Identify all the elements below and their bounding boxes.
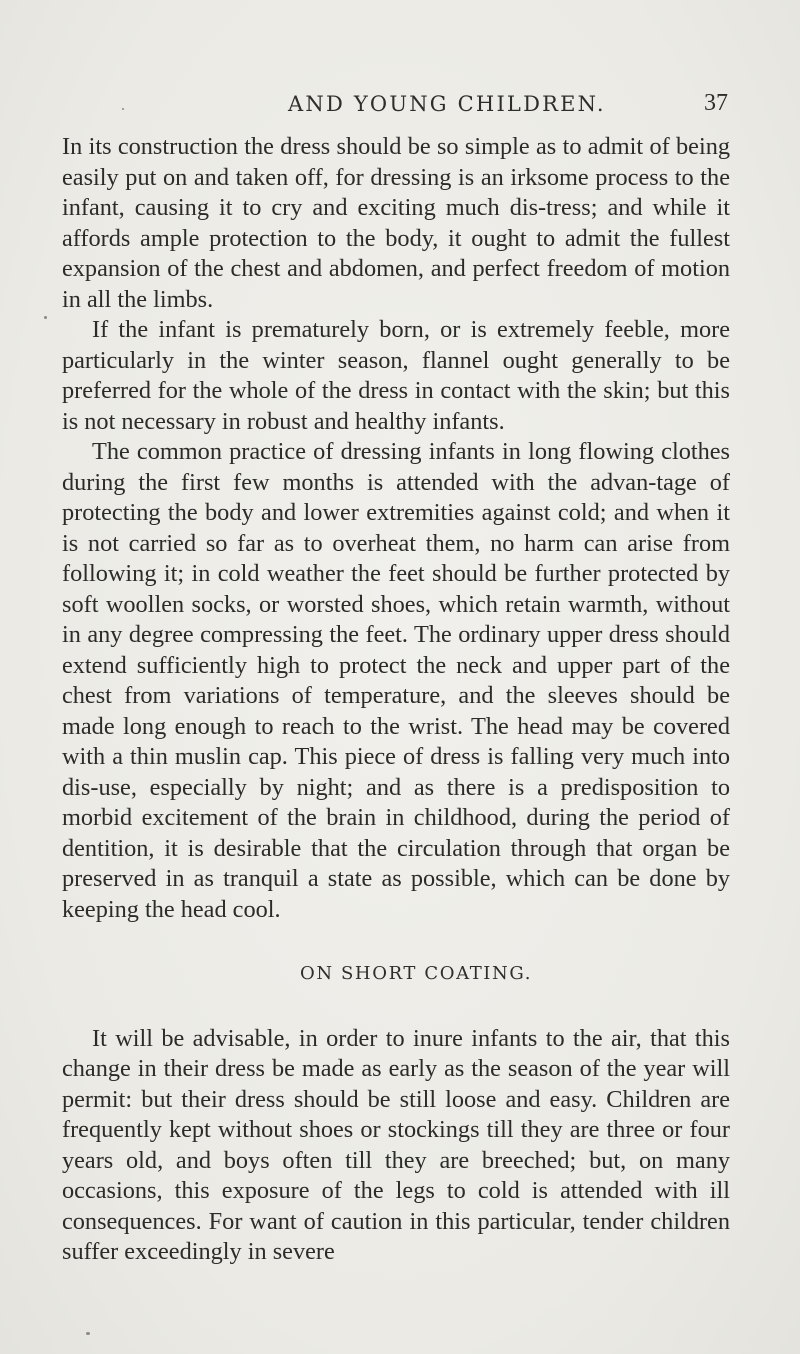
- paragraph-2: If the infant is prematurely born, or is extremely feeble, more particularly in the winter season, flannel ought generally to be preferred for the whole of the dress in contact with the skin; but this is not necessary in robust and healthy infants.: [62, 316, 730, 435]
- running-head: [288, 92, 728, 120]
- paragraph-3: The common practice of dressing infants in long flowing clothes during the first few months is attended with the advan-tage of protecting the body and lower extremities against cold; and when it is not carried so far as to overheat them, no harm can arise from following it; in cold weather the feet should be further protected by soft woollen socks, or worsted shoes, which retain warmth, without in any degree compressing the feet. The ordinary upper dress should extend sufficiently high to protect the neck and upper part of the chest from variations of temperature, and the sleeves should be made long enough to reach to the wrist. The head may be covered with a thin muslin cap. This piece of dress is falling very much into dis-use, especially by night; and as there is a predisposition to morbid excitement of the brain in childhood, during the period of dentition, it is desirable that the circulation through that organ be preserved in as tranquil a state as possible, which can be done by keeping the head cool.: [62, 438, 730, 923]
- running-title: AND YOUNG CHILDREN.: [288, 92, 606, 116]
- paper-speck: [86, 1332, 90, 1335]
- paragraph-1: In its construction the dress should be so simple as to admit of being easily put on and taken off, for dressing is an irksome process to the infant, causing it to cry and exciting much dis-tress; and while it affords ample protection to the body, it ought to admit the fullest expansion of the chest and abdomen, and perfect freedom of motion in all the limbs.: [62, 133, 730, 313]
- paper-speck: [44, 316, 47, 319]
- body-text: [62, 132, 730, 1268]
- page-number: 37: [704, 90, 728, 116]
- paper-speck: [122, 108, 124, 110]
- paragraph-4: It will be advisable, in order to inure infants to the air, that this change in their dress be made as early as the season of the year will permit: but their dress should be still loose and easy. Children are frequently kept without shoes or stockings till they are three or four years old, and boys often till they are breeched; but, on many occasions, this exposure of the legs to cold is attended with ill consequences. For want of caution in this particular, tender children suffer exceedingly in severe: [62, 1024, 730, 1265]
- section-heading: ON SHORT COATING.: [299, 963, 533, 984]
